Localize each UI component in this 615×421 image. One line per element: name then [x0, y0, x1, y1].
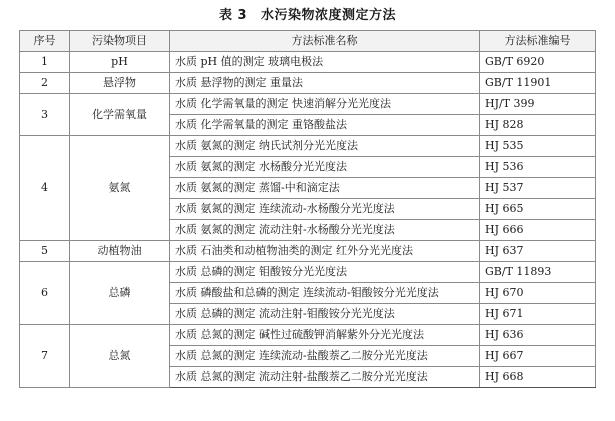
method-code-cell: GB/T 11893: [480, 262, 596, 283]
table-row: [20, 241, 596, 262]
method-name-cell: 水质 总磷的测定 流动注射-钼酸铵分光光度法: [170, 304, 480, 325]
header-row: [20, 31, 596, 52]
method-code-cell: HJ 667: [480, 346, 596, 367]
table-row: [20, 262, 596, 283]
method-name-cell: 水质 氨氮的测定 蒸馏-中和滴定法: [170, 178, 480, 199]
pollutant-cell: 悬浮物: [70, 73, 170, 94]
method-code-cell: HJ 636: [480, 325, 596, 346]
method-code-cell: HJ 637: [480, 241, 596, 262]
method-code-cell: GB/T 11901: [480, 73, 596, 94]
method-name-cell: 水质 总氮的测定 碱性过硫酸钾消解紫外分光光度法: [170, 325, 480, 346]
method-code-cell: HJ 536: [480, 157, 596, 178]
pollutant-cell: 总磷: [70, 262, 170, 325]
row-number: 2: [20, 73, 70, 94]
method-code-cell: GB/T 6920: [480, 52, 596, 73]
pollutant-cell: 动植物油: [70, 241, 170, 262]
method-name-cell: 水质 化学需氧量的测定 重铬酸盐法: [170, 115, 480, 136]
header-method-code: 方法标准编号: [480, 31, 596, 52]
method-code-cell: HJ 666: [480, 220, 596, 241]
table-row: [20, 73, 596, 94]
method-code-cell: HJ 668: [480, 367, 596, 388]
method-name-cell: 水质 总氮的测定 流动注射-盐酸萘乙二胺分光光度法: [170, 367, 480, 388]
method-code-cell: HJ 828: [480, 115, 596, 136]
table-row: [20, 136, 596, 157]
method-name-cell: 水质 化学需氧量的测定 快速消解分光光度法: [170, 94, 480, 115]
method-name-cell: 水质 氨氮的测定 水杨酸分光光度法: [170, 157, 480, 178]
header-no: 序号: [20, 31, 70, 52]
header-pollutant: 污染物项目: [70, 31, 170, 52]
pollutant-cell: pH: [70, 52, 170, 73]
row-number: 5: [20, 241, 70, 262]
method-name-cell: 水质 氨氮的测定 连续流动-水杨酸分光光度法: [170, 199, 480, 220]
row-number: 3: [20, 94, 70, 136]
table-title: 水污染物浓度测定方法: [261, 8, 397, 23]
method-name-cell: 水质 pH 值的测定 玻璃电极法: [170, 52, 480, 73]
pollutant-cell: 化学需氧量: [70, 94, 170, 136]
method-name-cell: 水质 总磷的测定 钼酸铵分光光度法: [170, 262, 480, 283]
methods-table: [19, 30, 596, 388]
table-body: [20, 52, 596, 388]
method-name-cell: 水质 悬浮物的测定 重量法: [170, 73, 480, 94]
method-name-cell: 水质 石油类和动植物油类的测定 红外分光光度法: [170, 241, 480, 262]
method-code-cell: HJ 670: [480, 283, 596, 304]
method-name-cell: 水质 磷酸盐和总磷的测定 连续流动-钼酸铵分光光度法: [170, 283, 480, 304]
method-name-cell: 水质 氨氮的测定 纳氏试剂分光光度法: [170, 136, 480, 157]
method-code-cell: HJ 535: [480, 136, 596, 157]
method-code-cell: HJ 537: [480, 178, 596, 199]
method-code-cell: HJ 665: [480, 199, 596, 220]
table-row: [20, 94, 596, 115]
table-row: [20, 52, 596, 73]
table-caption: [0, 4, 615, 23]
row-number: 1: [20, 52, 70, 73]
pollutant-cell: 总氮: [70, 325, 170, 388]
method-name-cell: 水质 氨氮的测定 流动注射-水杨酸分光光度法: [170, 220, 480, 241]
method-code-cell: HJ 671: [480, 304, 596, 325]
row-number: 4: [20, 136, 70, 241]
header-method-name: 方法标准名称: [170, 31, 480, 52]
table-label: 表 3: [218, 8, 248, 23]
row-number: 7: [20, 325, 70, 388]
pollutant-cell: 氨氮: [70, 136, 170, 241]
table-row: [20, 325, 596, 346]
row-number: 6: [20, 262, 70, 325]
method-name-cell: 水质 总氮的测定 连续流动-盐酸萘乙二胺分光光度法: [170, 346, 480, 367]
method-code-cell: HJ/T 399: [480, 94, 596, 115]
